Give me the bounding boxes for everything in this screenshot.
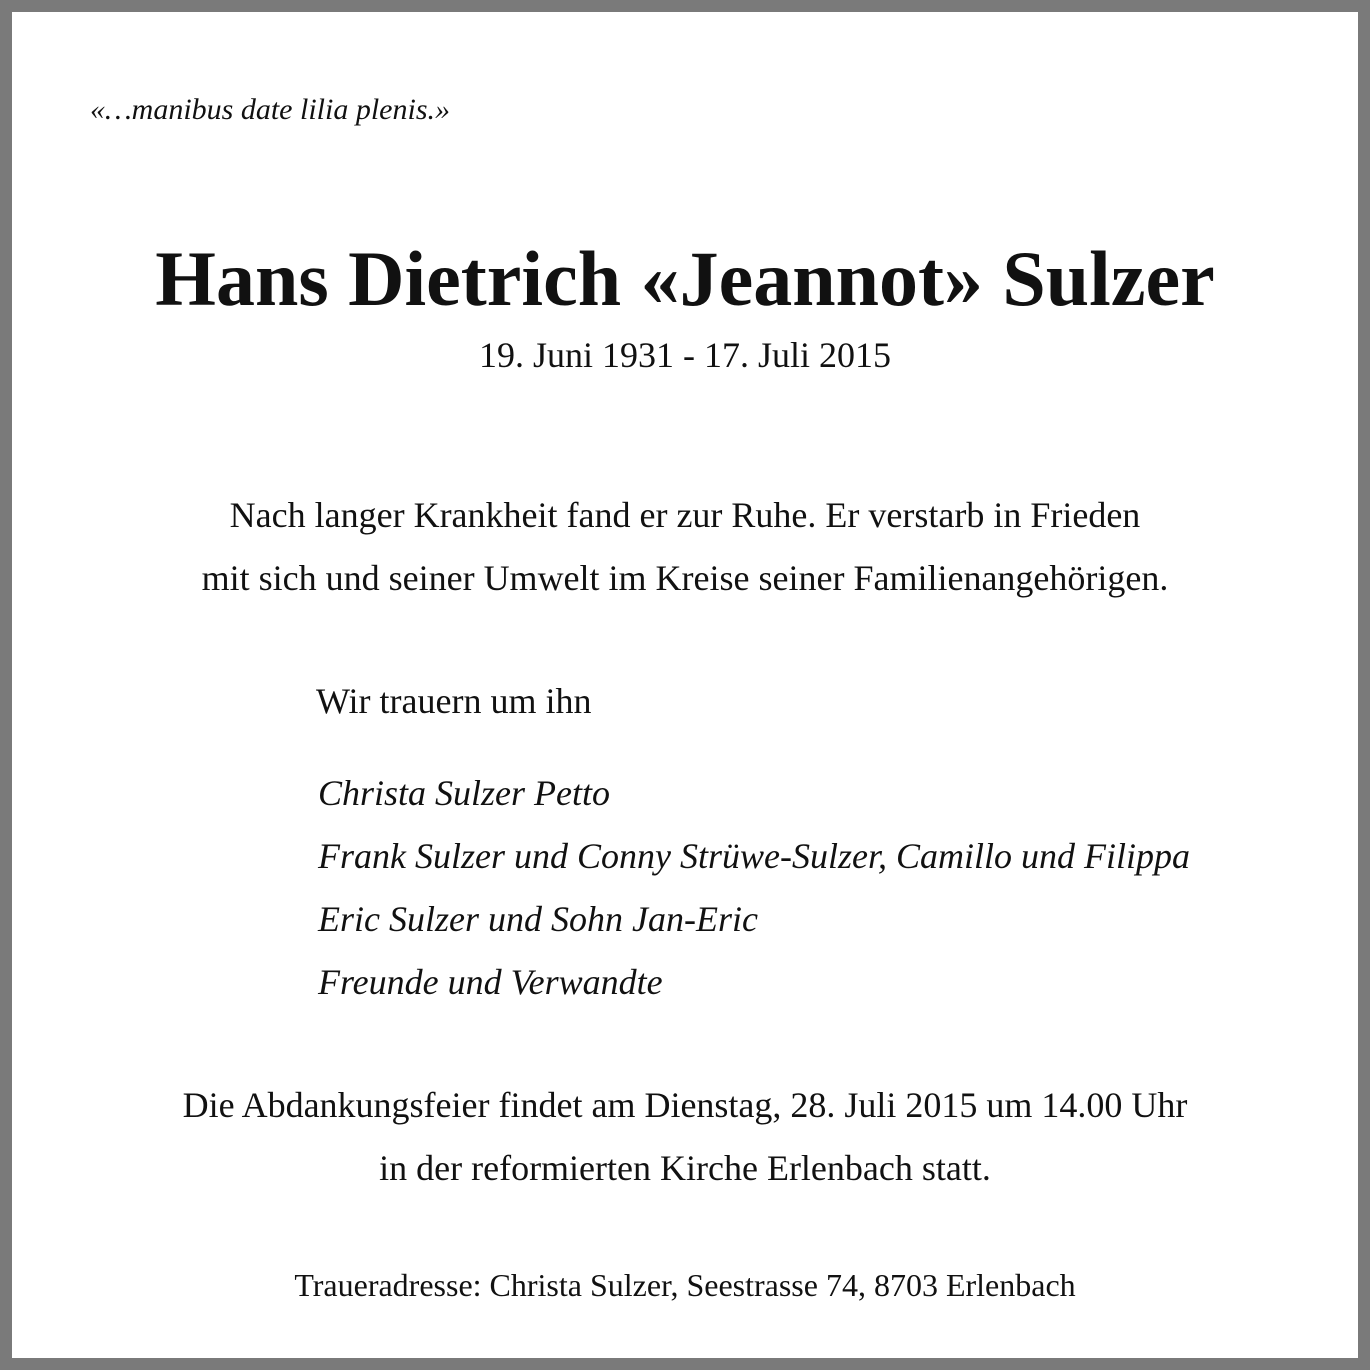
- mourner-entry: Frank Sulzer und Conny Strüwe-Sulzer, Camillo und Filippa: [318, 836, 1190, 876]
- deceased-name: Hans Dietrich «Jeannot» Sulzer: [155, 235, 1215, 322]
- mourning-address: Traueradresse: Christa Sulzer, Seestrasse 74, 8703 Erlenbach: [294, 1267, 1076, 1303]
- death-statement: [12, 484, 1358, 610]
- motto-quote: «…manibus date lilia plenis.»: [90, 93, 450, 126]
- mourner-entry: Freunde und Verwandte: [318, 962, 663, 1002]
- ceremony-info: [12, 1074, 1358, 1200]
- mourner-entry: Christa Sulzer Petto: [318, 773, 611, 813]
- statement-line: mit sich und seiner Umwelt im Kreise seiner Familienangehörigen.: [201, 558, 1169, 598]
- mourner-entry: Eric Sulzer und Sohn Jan-Eric: [318, 899, 758, 939]
- ceremony-line: in der reformierten Kirche Erlenbach statt.: [379, 1148, 991, 1188]
- mourners-list: [318, 762, 1190, 1014]
- statement-line: Nach langer Krankheit fand er zur Ruhe. Er verstarb in Frieden: [229, 495, 1141, 535]
- ceremony-line: Die Abdankungsfeier findet am Dienstag, 28. Juli 2015 um 14.00 Uhr: [182, 1085, 1188, 1125]
- life-dates: 19. Juni 1931 - 17. Juli 2015: [478, 335, 891, 375]
- mourning-intro: Wir trauern um ihn: [316, 681, 592, 721]
- obituary-card: [12, 12, 1358, 1358]
